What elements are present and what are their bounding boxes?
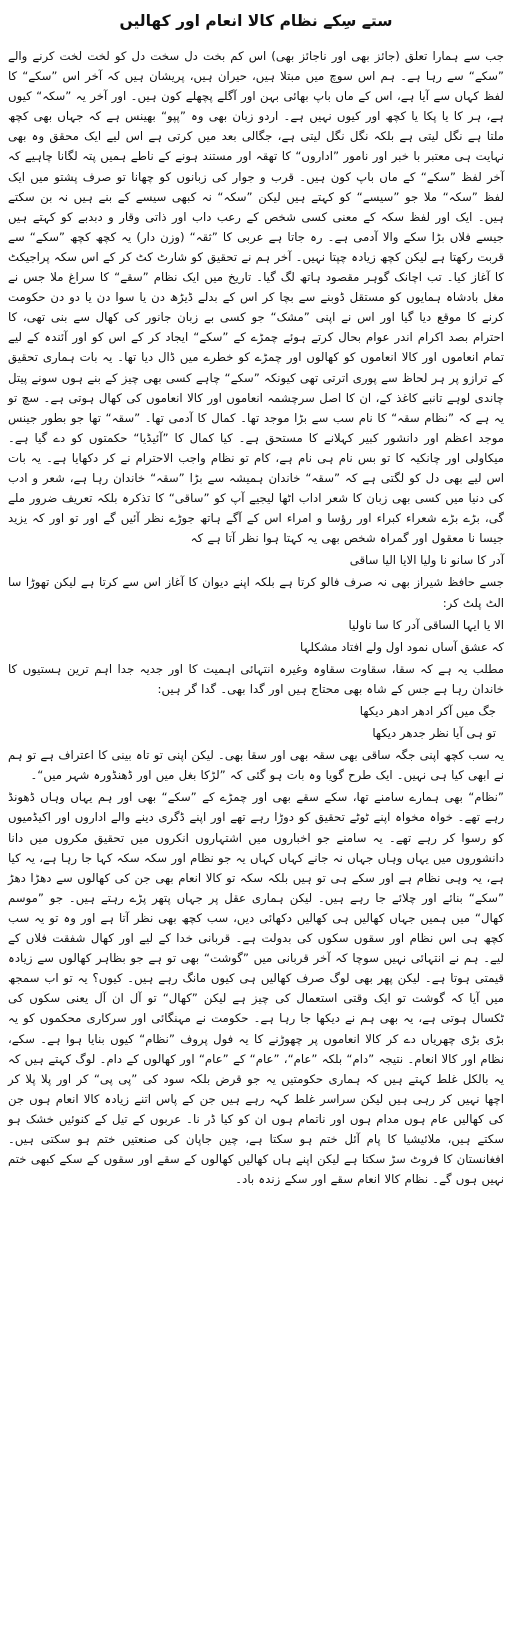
verse-line: آدر کا سانو نا ولیا الایا الیا ساقی: [349, 553, 504, 568]
article-paragraph: مطلب یہ ہے کہ سقا، سقاوت سقاوہ وغیرہ انتہائی اہمیت کا اور جدیہ جدا اہم ترین ہستیوں کا خاندان رہا ہے جس کے شاہ بھی محتاج ہیں اور گدا بھی۔ گدا گر ہیں:: [8, 661, 504, 696]
verse-line: تو ہی آیا نظر جدھر دیکھا: [372, 726, 496, 741]
verse-line: الا یا ایہا الساقی آدر کا سا ناولیا: [348, 617, 504, 632]
article-paragraph: جسے حافظ شیراز بھی نہ صرف فالو کرتا ہے بلکہ اپنے دیوان کا آغاز اس سے کرتا ہے لیکن تھوڑا سا الٹ پلٹ کر:: [8, 575, 504, 610]
article-paragraph: جب سے ہمارا تعلق (جائز بھی اور ناجائز بھی) اس کم بخت دل سخت دل کو لخت لخت کرنے والے ”سکے“ سے رہا ہے۔ ہم اس سوچ میں مبتلا ہیں، حیران ہیں، پریشان ہیں کہ آخر اس ”سکے“ کا لفظ کہاں سے آیا ہے، اس کے ماں باپ بھائی بہن اور آگلے پچھلے کون ہیں۔ اور آخر یہ ”سکہ“ کیوں ہے، ہر کا یا پکا یا کچھ اور کیوں نہیں ہے۔ اردو زبان بھی وہ ”پپو“ بھینس ہے کہ جہاں بھی کچھ ملتا ہے نگل لیتی ہے بلکہ نگل نگل لیتی ہے، جگالی بعد میں کرتی ہے اس لیے ایک محقق وہ بھی نہایت ہی معتبر با خبر اور نامور ”اداروں“ کا تھقہ اور مستند ہونے کے ناطے ہمیں پتہ لگانا چاہیے کہ آخر لفظ ”سکے“ کے ماں باپ کون ہیں۔ قرب و جوار کی زبانوں کو چھانا تو صرف پشتو میں ایک لفظ ”سکہ“ ملا جو ”سیسے“ کو کہتے ہیں لیکن ”سکہ“ نہ کبھی سیسے کے بنے ہیں نہ بن سکتے ہیں۔ ایک اور لفظ سکہ کے معنی کسی شخص کے رعب داب اور ذاتی وقار و دبدبے کو کہتے ہیں جیسے فلاں بڑا سکے والا آدمی ہے۔ رہ جاتا ہے عربی کا ”ثقہ“ (وزن دار) یہ کچھ کچھ ”سکے“ سے قربت رکھتا ہے لیکن کچھ زیادہ چپتا نہیں۔ آخر ہم نے تحقیق کو شارٹ کٹ کر کے اس سکہ پراجیکٹ کا آغاز کیا۔ تب اچانک گوہر مقصود ہاتھ لگ گیا۔ تاریخ میں ایک نظام ”سقے“ کا سراغ ملا جس نے مغل بادشاہ ہمایوں کو مستقل ڈوبنے سے بچا کر اس کے بدلے ڈیڑھ دن یا سوا دن یا دو دن حکومت کرنے کا موقع دیا گیا اور اس نے اپنی ”مشک“ جو کسی بے زبان جانور کی کھال سے بنی تھی، کا احترام بصد اکرام اندر عوام بحال کرتے ہوئے چمڑے کے ”سکے“ ایجاد کر کے اس کو اور آئندہ کے لیے تمام انعاموں اور کالا انعاموں کو کھالوں اور چمڑے کو خطرے میں ڈال دیا تھا۔ یہ بات ہماری تحقیق کے ترازو پر ہر لحاظ سے پوری اترتی تھی کیونکہ ”سکے“ چاہے کسی بھی چیز کے بنے ہوں سونے پیتل چاندی لوہے تانبے کاغذ کے، ان کا اصل سرچشمہ انعاموں اور کالا انعاموں کی کھال ہوتی ہے۔ سچ تو یہ ہے کہ ”نظام سقہ“ کا نام سب سے بڑا موجد تھا۔ کمال کا آدمی تھا۔ ”سقہ“ تھا جو بطور جینس موجد اعظم اور دانشور کبیر کہلانے کا مستحق ہے۔ کیا کمال کا ”آئیڈیا“ حکمتوں کو دے گیا ہے۔ میکاولی اور چانکیہ کا تو بس نام ہی نام ہے، کام تو نظام واجب الاحترام نے کر دکھایا ہے۔ یہ بات اس لیے بھی دل کو لگتی ہے کہ ”سقہ“ خاندان ہمیشہ سے بڑا ”سقہ“ خاندان رہا ہے، شعر و ادب کی دنیا میں کسی بھی زبان کا شعر اداب اٹھا لیجیے آپ کو ”ساقی“ کا تذکرہ بلکہ تعریف ضرور ملے گی، بڑے بڑے شعراء کبراء اور رؤسا و امراء اس کے آگے ہاتھ جوڑے نظر آئیں گے اور تو اور کہ یزید جیسا نا معقول اور گمراہ شخص بھی یہ کہتا ہوا نظر آتا ہے کہ: [8, 49, 504, 546]
article-paragraph: ”نظام“ بھی ہمارے سامنے تھا، سکے سقے بھی اور چمڑے کے ”سکے“ بھی اور ہم یہاں وہاں ڈھونڈ رہے تھے۔ خواہ مخواہ اپنے ٹوٹے تحقیق کو دوڑا رہے تھے اور اپنے ڈگری دینے والے اداروں اور اکیڈمیوں کو رسوا کر رہے تھے۔ یہ سامنے جو اخباروں میں اشتہاروں انکروں میں تحقیق مکروں میں دانا دانشوروں میں یہاں وہاں جہاں نہ جانے کہاں کہاں یہ جو نظام اور سکہ سکہ کہا جا رہا ہے، یہ کیا ہے، یہ وہی نظام ہے اور سکے ہی تو ہیں بلکہ سکہ تو کالا انعام بھی جن کی کھالوں سے دھڑا دھڑ ”سکے“ بنائے اور چلائے جا رہے ہیں۔ لیکن ہماری عقل پر جہاں پتھر پڑے رہتے ہیں۔ جو ”موسم کھال“ میں ہمیں جہاں کھالیں ہی کھالیں دکھائی دیں، سب کچھ بھی نظر آتا ہے اور وہ تو یہ سب کچھ ہی اس نظام اور سقوں سکوں کی بدولت ہے۔ قربانی خدا کے لیے اور کھال شفقت فلاں کے لیے۔ ہم نے انتہائی نہیں سوچا کہ آخر قربانی میں ”گوشت“ بھی تو ہے جو بظاہر کھالوں سے زیادہ قیمتی ہوتا ہے۔ لیکن پھر بھی لوگ صرف کھالیں ہی کیوں مانگ رہے ہیں۔ کیوں؟ یہ تو اب سمجھ میں آیا کہ گوشت تو ایک وقتی استعمال کی چیز ہے لیکن ”کھال“ تو آل ان آل یعنی سکوں کی ٹکسال ہوتی ہے، یہ بھی ہم نے دیکھا جا رہا ہے۔ حکومت نے مہنگائی اور سرکاری محکموں کو یہ بڑی بڑی چھریاں دے کر کالا انعاموں پر چھوڑنے کا یہ فول پروف ”نظام“ کیوں بنایا ہوا ہے۔ سکے، نظام اور کالا انعام۔ نتیجہ ”دام“ بلکہ ”عام“، ”عام“ کے ”عام“ اور کھالوں کے دام۔ لوگ کہتے ہیں کہ یہ بالکل غلط کہتے ہیں کہ ہماری حکومتیں یہ جو قرض بلکہ سود کی ”پی پی“ کر اور پلا پلا کر اچھا نہیں کر رہی ہیں لیکن سراسر غلط کہہ رہے ہیں جن کے پاس اتنے زیادہ کالا انعام ہوں جن کی کھالیں عام ہوں مدام ہوں اور ناتمام ہوں ان کو کیا ڈر نا۔ عربوں کے تیل کے کنوئیں خشک ہو سکتے ہیں، ملائیشیا کا پام آئل ختم ہو سکتا ہے، چین جاپان کی صنعتیں ختم ہو سکتی ہیں۔ افغانستان کا فروٹ سڑ سکتا ہے لیکن اپنے ہاں کھالیں کھالوں کے سقے اور سقوں کے سکے کبھی ختم نہیں ہوں گے۔ نظام کالا انعام سقے اور سکے زندہ باد۔: [8, 790, 504, 1187]
article-paragraph: یہ سب کچھ اپنی جگہ ساقی بھی سقہ بھی اور سقا بھی۔ لیکن اپنی تو تاہ بینی کا اعتراف ہے تو ہم نے ابھی کیا ہی نہیں۔ ایک طرح گویا وہ بات ہو گئی کہ ”لڑکا بغل میں اور ڈھنڈورہ شہر میں“۔: [8, 748, 504, 783]
verse-line: کہ عشق آساں نمود اول ولے افتاد مشکلہا: [300, 639, 504, 654]
article-title: ستے سِکے نظام کالا انعام اور کھالیں: [119, 12, 393, 30]
verse-line: جگ میں آکر ادھر ادھر دیکھا: [359, 704, 496, 718]
